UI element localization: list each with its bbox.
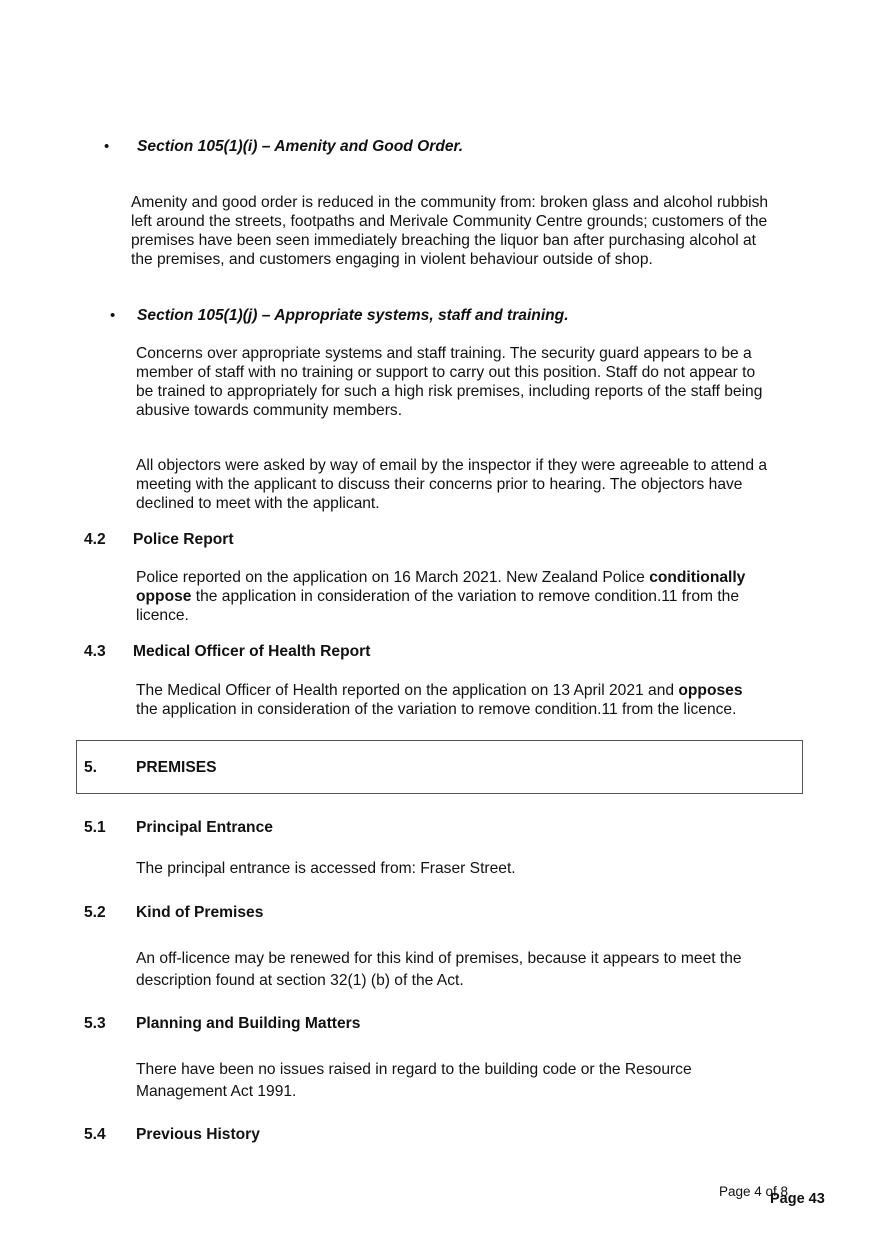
- principal-entrance-heading: Principal Entrance: [136, 819, 273, 836]
- page-number-label: Page 43: [770, 1191, 825, 1207]
- paragraph-line: member of staff with no training or support to carry out this position. Staff do not appear to: [136, 364, 756, 381]
- paragraph-line: the premises, and customers engaging in violent behaviour outside of shop.: [131, 251, 653, 268]
- paragraph-line: meeting with the applicant to discuss their concerns prior to hearing. The objectors have: [136, 476, 743, 493]
- text-run: The Medical Officer of Health reported on the application on 13 April 2021 and: [136, 682, 679, 699]
- paragraph-line: Amenity and good order is reduced in the community from: broken glass and alcohol rubbish: [131, 194, 769, 211]
- previous-history-heading: Previous History: [136, 1126, 260, 1143]
- section-number: 5.3: [84, 1015, 106, 1032]
- bullet-marker: •: [110, 307, 116, 324]
- section-number: 5.2: [84, 904, 106, 921]
- planning-building-heading: Planning and Building Matters: [136, 1015, 361, 1032]
- paragraph-line: licence.: [136, 607, 189, 624]
- paragraph-line: An off-licence may be renewed for this kind of premises, because it appears to meet the: [136, 950, 742, 967]
- section-105-1-i-heading: Section 105(1)(i) – Amenity and Good Order.: [137, 138, 464, 155]
- premises-heading: PREMISES: [136, 759, 217, 776]
- section-105-1-j-paragraph: [136, 344, 762, 420]
- section-number: 5.4: [84, 1126, 106, 1143]
- section-number: 5.1: [84, 819, 106, 836]
- section-number: 4.2: [84, 531, 106, 548]
- paragraph-line: be trained to appropriately for such a high risk premises, including reports of the staff being: [136, 383, 763, 400]
- paragraph-line: All objectors were asked by way of email by the inspector if they were agreeable to attend a: [136, 457, 768, 474]
- paragraph-line: description found at section 32(1) (b) of the Act.: [136, 972, 464, 989]
- paragraph-line: left around the streets, footpaths and Merivale Community Centre grounds; customers of the: [131, 213, 768, 230]
- paragraph-line: premises have been seen immediately breaching the liquor ban after purchasing alcohol at: [131, 232, 756, 249]
- paragraph-line: [136, 681, 743, 700]
- objectors-paragraph: [136, 456, 767, 513]
- section-105-1-j-heading: Section 105(1)(j) – Appropriate systems, staff and training.: [137, 307, 569, 324]
- section-number: 4.3: [84, 643, 106, 660]
- medical-officer-report-paragraph: [136, 681, 743, 719]
- paragraph-line: There have been no issues raised in regard to the building code or the Resource: [136, 1061, 692, 1078]
- kind-of-premises-heading: Kind of Premises: [136, 904, 264, 921]
- section-105-1-i-paragraph: [131, 193, 768, 269]
- paragraph-line: [136, 568, 745, 587]
- kind-of-premises-paragraph: [136, 948, 742, 992]
- planning-building-paragraph: [136, 1059, 692, 1103]
- bold-text-run: oppose: [136, 588, 192, 605]
- paragraph-line: the application in consideration of the variation to remove condition.11 from the licence.: [136, 701, 737, 718]
- bold-text-run: opposes: [678, 682, 743, 699]
- text-run: Police reported on the application on 16 March 2021. New Zealand Police: [136, 569, 650, 586]
- bold-text-run: conditionally: [649, 569, 746, 586]
- paragraph-line: Management Act 1991.: [136, 1083, 297, 1100]
- police-report-heading: Police Report: [133, 531, 234, 548]
- text-run: the application in consideration of the variation to remove condition.11 from the: [191, 588, 740, 605]
- section-number: 5.: [84, 759, 98, 776]
- bullet-marker: •: [104, 138, 110, 155]
- page-of-total-label: Page 4 of 8: [719, 1184, 789, 1199]
- medical-officer-report-heading: Medical Officer of Health Report: [133, 643, 371, 660]
- paragraph-line: Concerns over appropriate systems and staff training. The security guard appears to be a: [136, 345, 752, 362]
- paragraph-line: abusive towards community members.: [136, 402, 403, 419]
- paragraph-line: [136, 587, 745, 606]
- police-report-paragraph: [136, 568, 745, 625]
- paragraph-line: declined to meet with the applicant.: [136, 495, 380, 512]
- principal-entrance-text: The principal entrance is accessed from: Fraser Street.: [136, 860, 516, 877]
